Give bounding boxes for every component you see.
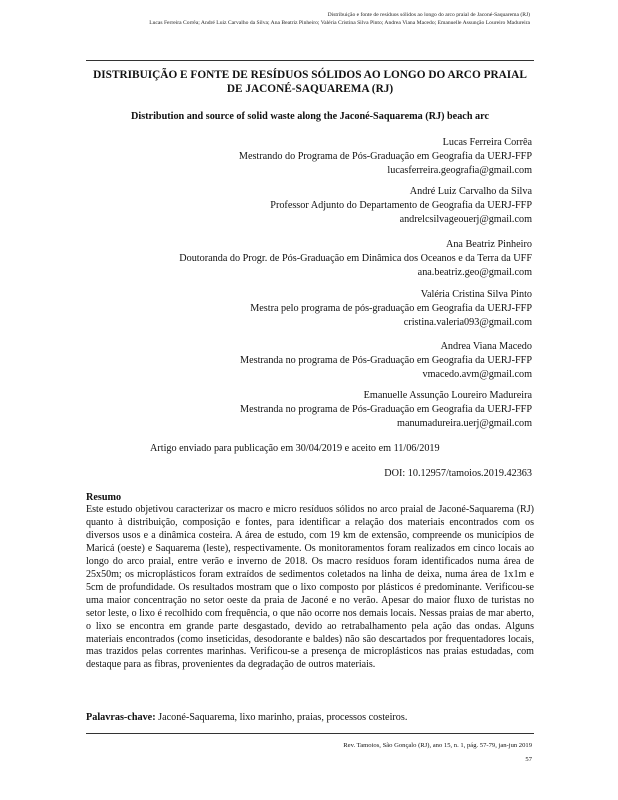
running-head-title: Distribuição e fonte de resíduos sólidos ao longo do arco praial de Jaconé-Saquarema (RJ) [327, 12, 530, 18]
running-head-authors: Lucas Ferreira Corrêa; André Luiz Carvalho da Silva; Ana Beatriz Pinheiro; Valéria Cristina Silva Pinto; Andrea Viana Macedo; Emanuelle Assunção Loureiro Madureira [149, 20, 530, 26]
author-name: Andrea Viana Macedo [440, 341, 532, 352]
keywords-text: Jaconé-Saquarema, lixo marinho, praias, processos costeiros. [158, 712, 408, 723]
author-entry [84, 389, 532, 431]
author-affiliation: Mestrando do Programa de Pós-Graduação em Geografia da UERJ-FFP [238, 151, 532, 162]
header-divider [86, 60, 534, 61]
submission-dates: Artigo enviado para publicação em 30/04/2019 e aceito em 11/06/2019 [150, 443, 440, 454]
author-email: cristina.valeria093@gmail.com [403, 317, 532, 328]
journal-citation: Rev. Tamoios, São Gonçalo (RJ), ano 15, n. 1, pág. 57-79, jan-jun 2019 [343, 742, 532, 749]
author-name: Emanuelle Assunção Loureiro Madureira [363, 390, 532, 401]
author-name: Ana Beatriz Pinheiro [445, 239, 532, 250]
article-title-portuguese: DISTRIBUIÇÃO E FONTE DE RESÍDUOS SÓLIDOS AO LONGO DO ARCO PRAIAL DE JACONÉ-SAQUAREMA (RJ) [93, 69, 527, 95]
author-email: ana.beatriz.geo@gmail.com [417, 267, 532, 278]
author-email: lucasferreira.geografia@gmail.com [387, 165, 532, 176]
author-entry [84, 340, 532, 382]
abstract-heading: Resumo [86, 492, 122, 503]
author-name: Valéria Cristina Silva Pinto [420, 289, 532, 300]
running-head [149, 11, 530, 26]
article-title-english: Distribution and source of solid waste along the Jaconé-Saquarema (RJ) beach arc [131, 111, 489, 122]
keywords [86, 711, 407, 724]
doi: DOI: 10.12957/tamoios.2019.42363 [384, 468, 532, 479]
abstract-text: Este estudo objetivou caracterizar os macro e micro resíduos sólidos no arco praial de Jaconé-Saquarema (RJ) quanto à distribuição, composição e fontes, para identificar a relação dos materiais encontrados com os diversos usos e a dinâmica costeira. A área de estudo, com 19 km de extensão, compreende os municípios de Maricá (oeste) e Saquarema (leste), respectivamente. Os monitoramentos foram realizados em cinco locais ao longo do arco praial, entre verão e inverno de 2018. Os macro resíduos foram identificados numa área de 25x50m; os microplásticos foram extraídos de sedimentos coletados na linha de deixa, numa área de 1x1m e 5cm de profundidade. Os resultados mostram que o lixo composto por plásticos é predominante. Verificou-se uma maior concentração no setor oeste da praia de Jaconé e no verão. Apesar do maior fluxo de turistas no setor leste, o lixo é recolhido com frequência, o que não ocorre nos demais locais. Nessas praias de mar aberto, o lixo se encontra em grande parte desgastado, devido ao retrabalhamento pela ação das ondas. Alguns materiais encontrados (como inseticidas, desodorante e baldes) não são descartados por frequentadores locais, mas trazidos pelas correntes marinhas. Verificou-se a presença de microplásticos nas praias estudadas, com destaque para as fibras, provenientes da degradação de outros materiais. [86, 504, 534, 671]
author-entry [84, 185, 532, 227]
author-name: André Luiz Carvalho da Silva [409, 186, 532, 197]
author-name: Lucas Ferreira Corrêa [442, 137, 532, 148]
author-entry [84, 136, 532, 178]
author-affiliation: Mestranda no programa de Pós-Graduação em Geografia da UERJ-FFP [240, 355, 532, 366]
footer-divider [86, 733, 534, 734]
author-affiliation: Mestranda no programa de Pós-Graduação em Geografia da UERJ-FFP [240, 404, 532, 415]
author-entry [84, 288, 532, 330]
author-affiliation: Professor Adjunto do Departamento de Geografia da UERJ-FFP [270, 200, 532, 211]
page-number: 57 [525, 756, 532, 763]
author-email: manumadureira.uerj@gmail.com [397, 418, 532, 429]
keywords-label: Palavras-chave: [86, 712, 156, 723]
author-entry [84, 238, 532, 280]
author-email: vmacedo.avm@gmail.com [422, 369, 532, 380]
author-affiliation: Doutoranda do Progr. de Pós-Graduação em Dinâmica dos Oceanos e da Terra da UFF [179, 253, 532, 264]
author-email: andrelcsilvageouerj@gmail.com [399, 214, 532, 225]
author-affiliation: Mestra pelo programa de pós-graduação em Geografia da UERJ-FFP [250, 303, 532, 314]
